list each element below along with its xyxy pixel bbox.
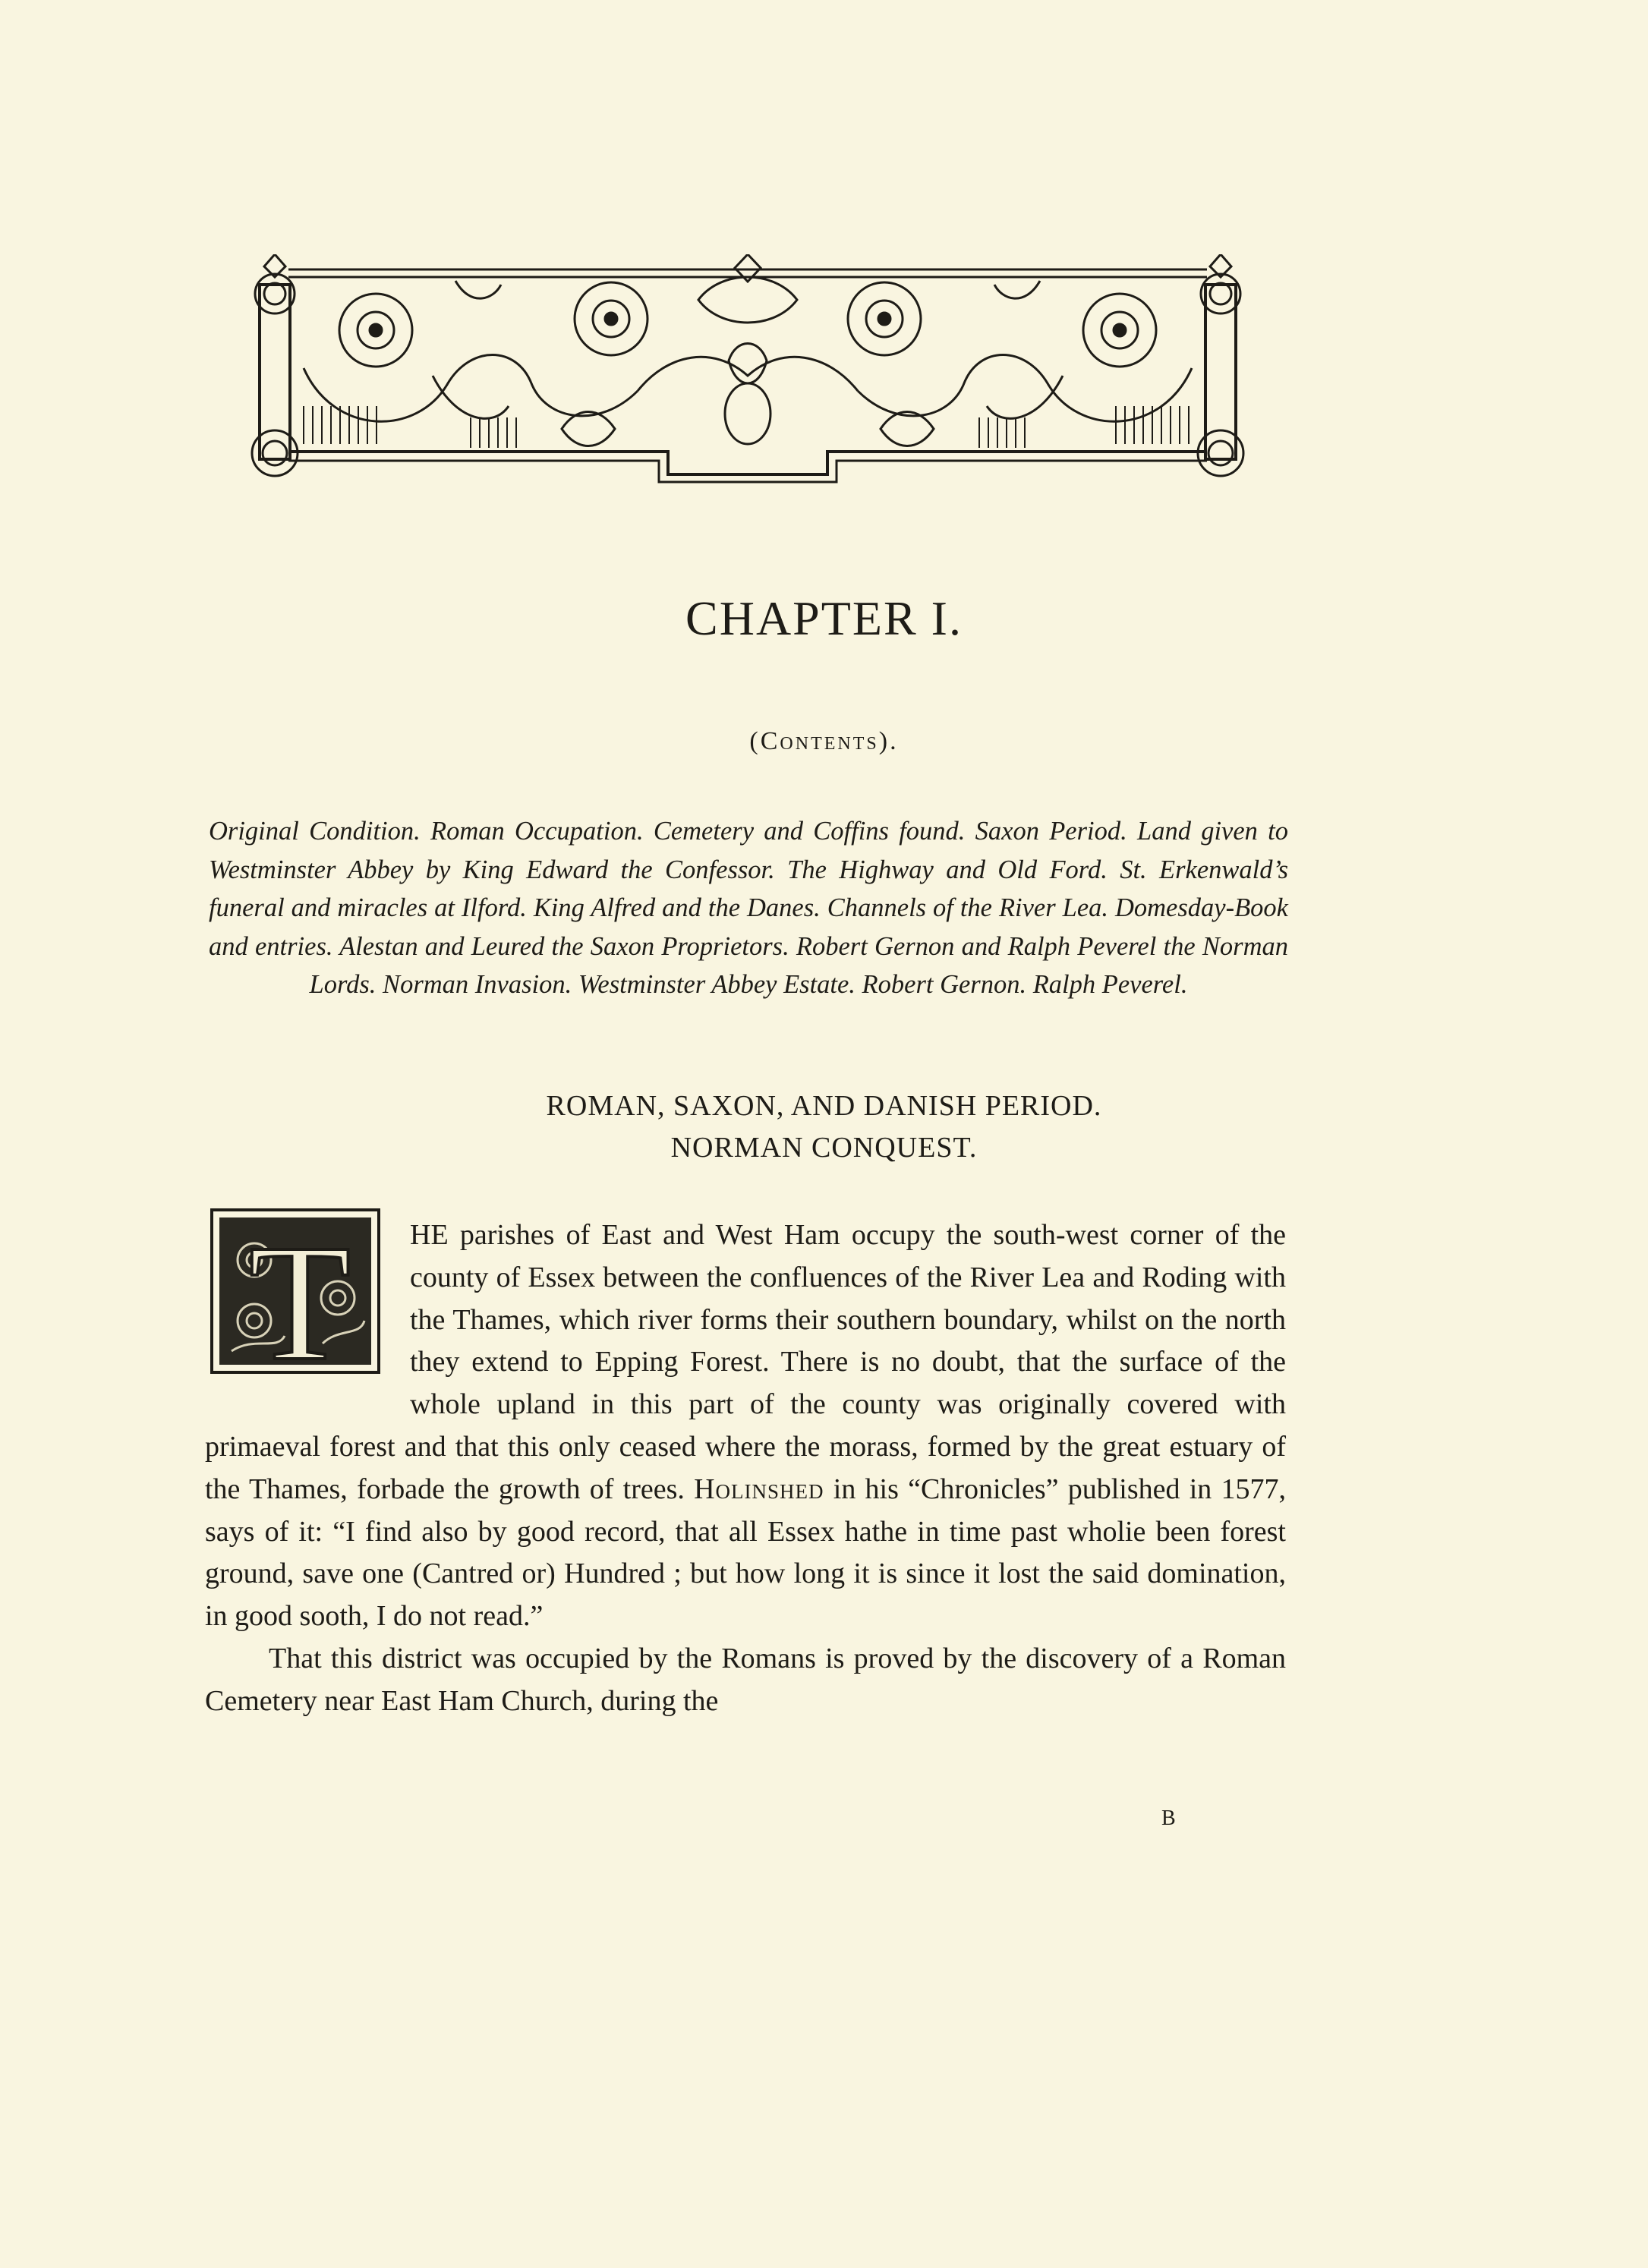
paragraph-1-rest: in his “Chronicles” published in 1577, says of it: “I find also by good record, that all Essex hathe in time past wholie been forest ground, save one (Cantred or) Hundred ; but how long it is since it lost the said domination, in good sooth, I do not read.” [205, 1473, 1286, 1633]
signature-mark: B [1161, 1807, 1177, 1830]
period-heading-line-1: ROMAN, SAXON, AND DANISH PERIOD. [546, 1090, 1102, 1122]
body-text [205, 1214, 1286, 1723]
ornamental-headpiece [243, 254, 1253, 490]
paragraph-2: That this district was occupied by the Romans is proved by the discovery of a Roman Cemetery near East Ham Church, during the [205, 1642, 1286, 1717]
paragraph-1 [205, 1214, 1286, 1638]
period-heading [0, 1085, 1648, 1169]
period-heading-line-2: NORMAN CONQUEST. [670, 1132, 978, 1164]
author-name: Holinshed [694, 1473, 824, 1505]
contents-label: (Contents). [749, 727, 899, 755]
contents-summary: Original Condition. Roman Occupation. Cemetery and Coffins found. Saxon Period. Land given to Westminster Abbey by King Edward the Confessor. The Highway and Old Ford. St. Erkenwald’s funeral and miracles at Ilford. King Alfred and the Danes. Channels of the River Lea. Domesday-Book and entries. Alestan and Leured the Saxon Proprietors. Robert Gernon and Ralph Peverel the Norman Lords. Norman Invasion. Westminster Abbey Estate. Robert Gernon. Ralph Peverel. [209, 817, 1288, 999]
chapter-title: CHAPTER I. [685, 591, 963, 645]
paragraph-1-opening: HE parishes of East and West Ham occupy the south-west corner of the county of Essex between the confluences of the River Lea and Roding with the Thames, which river forms their southern boundary, whilst on the north they extend to Epping Forest. There is no doubt, that the surface of the whole upland in this part of the county was originally covered with primaeval forest and that this only ceased where the morass, formed by the great estuary of the Thames, forbade the growth of trees. [205, 1219, 1286, 1505]
drop-cap-letter: T [248, 1210, 351, 1375]
